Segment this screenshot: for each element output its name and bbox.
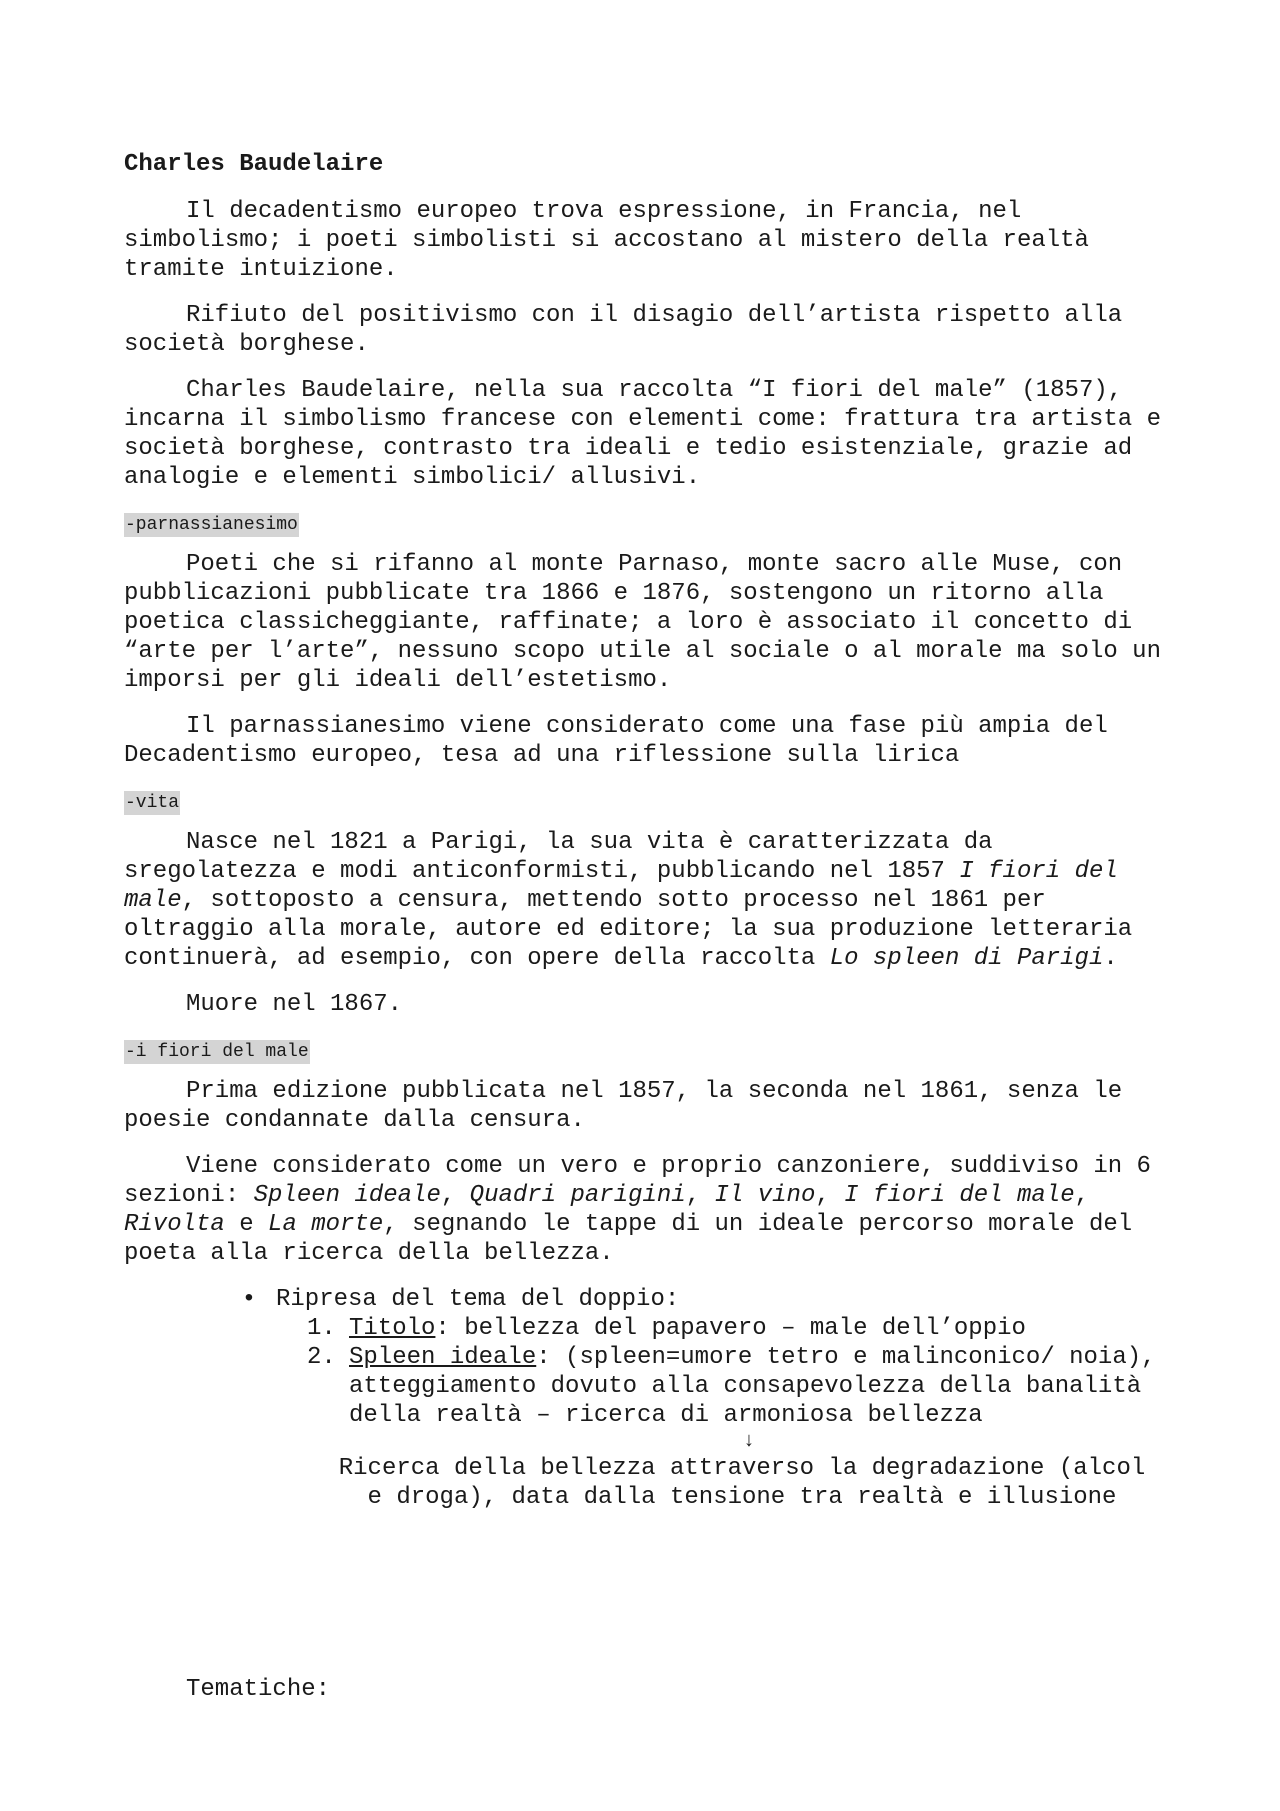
parnassianesimo-paragraph-1: Poeti che si rifanno al monte Parnaso, monte sacro alle Muse, con pubblicazioni pubblicate tra 1866 e 1876, sostengono un ritorno alla poetica classicheggiante, raffinate; a loro è associato il concetto di “arte per l’arte”, nessuno scopo utile al sociale o al morale ma solo un imporsi per gli ideali dell’estetismo.: [124, 551, 1161, 694]
tematiche-label: Tematiche:: [186, 1676, 331, 1703]
section-heading-vita-wrap: [124, 787, 1164, 811]
intro-paragraph-1: Il decadentismo europeo trova espressione, in Francia, nel simbolismo; i poeti simbolisti si accostano al mistero della realtà tramite intuizione.: [124, 198, 1089, 283]
vita-work-title-1: I fiori del male: [124, 858, 1118, 914]
fiori-section-5: Rivolta: [124, 1211, 225, 1238]
fiori-sep-3: ,: [815, 1182, 845, 1209]
bullet-item: [234, 1285, 1164, 1314]
section-heading-parnassianesimo: -parnassianesimo: [125, 515, 298, 535]
section-heading-parnassianesimo-wrap: [124, 509, 1164, 533]
fiori-section-3: Il vino: [714, 1182, 816, 1209]
numbered-item-2-label: Spleen ideale: [349, 1344, 537, 1371]
document-page: [124, 150, 1164, 1703]
fiori-sep-4: ,: [1074, 1182, 1090, 1209]
parnassianesimo-paragraph-2: Il parnassianesimo viene considerato come una fase più ampia del Decadentismo europeo, tesa ad una riflessione sulla lirica: [124, 713, 1108, 769]
numbered-item-1-number: 1.: [307, 1315, 336, 1342]
intro-paragraph-2: Rifiuto del positivismo con il disagio dell’artista rispetto alla società borghese.: [124, 302, 1123, 358]
fiori-section-1: Spleen ideale: [253, 1182, 441, 1209]
fiori-text-a: Viene considerato come un vero e proprio canzoniere, suddiviso in 6 sezioni:: [124, 1153, 1151, 1209]
fiori-sep-2: ,: [685, 1182, 715, 1209]
fiori-section-4: I fiori del male: [844, 1182, 1075, 1209]
down-arrow-icon: ↓: [742, 1430, 755, 1453]
numbered-item-1: [307, 1314, 1164, 1343]
numbered-item-2: [307, 1343, 1164, 1512]
vita-text-b: , sottoposto a censura, mettendo sotto processo nel 1861 per oltraggio alla morale, autore ed editore; la sua produzione letteraria continuerà, ad esempio, con opere della raccolta: [124, 887, 1133, 972]
bullet-list: [234, 1285, 1164, 1512]
fiori-sep-5: e: [224, 1211, 269, 1238]
numbered-item-2-number: 2.: [307, 1344, 336, 1371]
fiori-section-6: La morte: [268, 1211, 384, 1238]
vita-paragraph-1: [124, 828, 1164, 973]
numbered-item-2-text: : (spleen=umore tetro e malinconico/ noia), atteggiamento dovuto alla consapevolezza della banalità della realtà – ricerca di armoniosa bellezza: [349, 1344, 1156, 1429]
vita-text-c: .: [1103, 945, 1118, 972]
bullet-dot-icon: •: [241, 1286, 257, 1313]
fiori-sep-1: ,: [440, 1182, 470, 1209]
vita-paragraph-2: Muore nel 1867.: [186, 991, 403, 1018]
fiori-section-2: Quadri parigini: [469, 1182, 686, 1209]
section-heading-fiori-wrap: [124, 1036, 1164, 1060]
vita-text-a: Nasce nel 1821 a Parigi, la sua vita è caratterizzata da sregolatezza e modi anticonformisti, pubblicando nel 1857: [124, 829, 993, 885]
numbered-item-1-text: : bellezza del papavero – male dell’oppio: [435, 1315, 1026, 1342]
document-title: Charles Baudelaire: [124, 151, 384, 178]
fiori-paragraph-2: [124, 1152, 1164, 1268]
section-heading-fiori: -i fiori del male: [125, 1042, 309, 1062]
bullet-text: Ripresa del tema del doppio:: [276, 1286, 680, 1313]
fiori-paragraph-1: Prima edizione pubblicata nel 1857, la seconda nel 1861, senza le poesie condannate dalla censura.: [124, 1078, 1123, 1134]
fiori-text-b: , segnando le tappe di un ideale percorso morale del poeta alla ricerca della bellezza.: [124, 1211, 1133, 1267]
numbered-item-1-label: Titolo: [349, 1315, 436, 1342]
conclusion-text: Ricerca della bellezza attraverso la degradazione (alcol e droga), data dalla tensione tra realtà e illusione: [338, 1455, 1146, 1511]
intro-paragraph-3: Charles Baudelaire, nella sua raccolta “I fiori del male” (1857), incarna il simbolismo francese con elementi come: frattura tra artista e società borghese, contrasto tra ideali e tedio esistenziale, grazie ad analogie e elementi simbolici/ allusivi.: [124, 377, 1161, 491]
section-heading-vita: -vita: [125, 793, 180, 813]
vita-work-title-2: Lo spleen di Parigi: [829, 945, 1104, 972]
numbered-list: [307, 1314, 1164, 1512]
